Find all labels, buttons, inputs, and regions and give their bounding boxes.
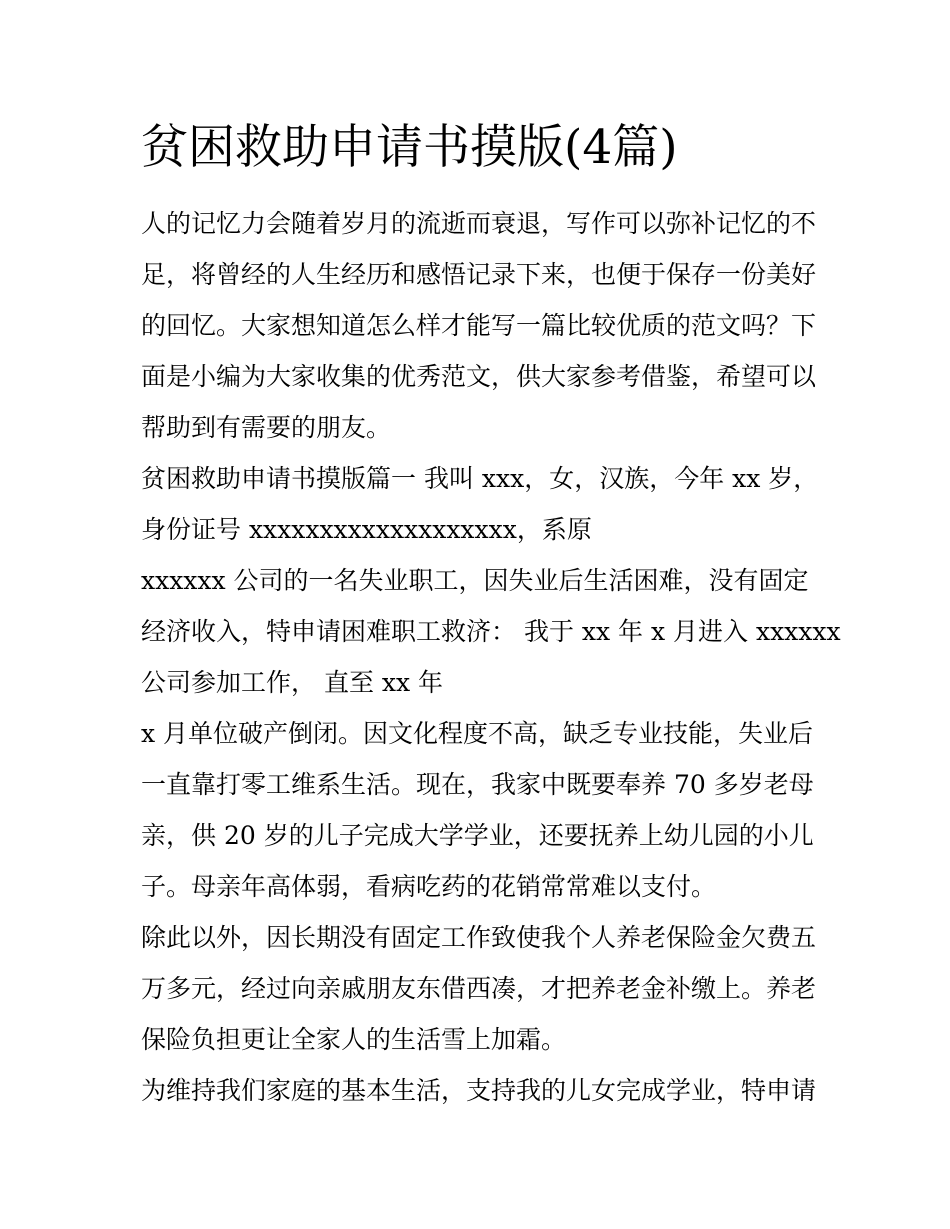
body-line: 除此以外，因长期没有固定工作致使我个人养老保险金欠费五 (141, 923, 817, 952)
body-line: 贫困救助申请书摸版篇一 我叫 xxx，女，汉族，今年 xx 岁， (141, 464, 819, 493)
body-line: 身份证号 xxxxxxxxxxxxxxxxxxx，系原 (141, 515, 592, 544)
body-line: 人的记忆力会随着岁月的流逝而衰退，写作可以弥补记忆的不 (141, 209, 817, 238)
body-line: 经济收入，特申请困难职工救济： 我于 xx 年 x 月进入 xxxxxx (141, 617, 841, 646)
body-line: 的回忆。大家想知道怎么样才能写一篇比较优质的范文吗？下 (141, 311, 817, 340)
body-line: 万多元，经过向亲戚朋友东借西凑，才把养老金补缴上。养老 (141, 974, 817, 1003)
document-body (141, 198, 841, 1116)
body-line: x 月单位破产倒闭。因文化程度不高，缺乏专业技能，失业后 (141, 719, 814, 748)
body-line: 足，将曾经的人生经历和感悟记录下来，也便于保存一份美好 (141, 260, 817, 289)
body-line: 为维持我们家庭的基本生活，支持我的儿女完成学业，特申请 (141, 1076, 817, 1105)
body-line: 帮助到有需要的朋友。 (141, 413, 392, 442)
document-title: 贫困救助申请书摸版(4篇) (141, 120, 678, 175)
body-line: xxxxxx 公司的一名失业职工，因失业后生活困难，没有固定 (141, 566, 809, 595)
body-line: 公司参加工作， 直至 xx 年 (141, 668, 444, 697)
body-line: 子。母亲年高体弱，看病吃药的花销常常难以支付。 (141, 872, 717, 901)
body-line: 一直靠打零工维系生活。现在，我家中既要奉养 70 多岁老母 (141, 770, 814, 799)
body-line: 亲，供 20 岁的儿子完成大学学业，还要抚养上幼儿园的小儿 (141, 821, 814, 850)
body-line: 保险负担更让全家人的生活雪上加霜。 (141, 1025, 567, 1054)
body-line: 面是小编为大家收集的优秀范文，供大家参考借鉴，希望可以 (141, 362, 817, 391)
